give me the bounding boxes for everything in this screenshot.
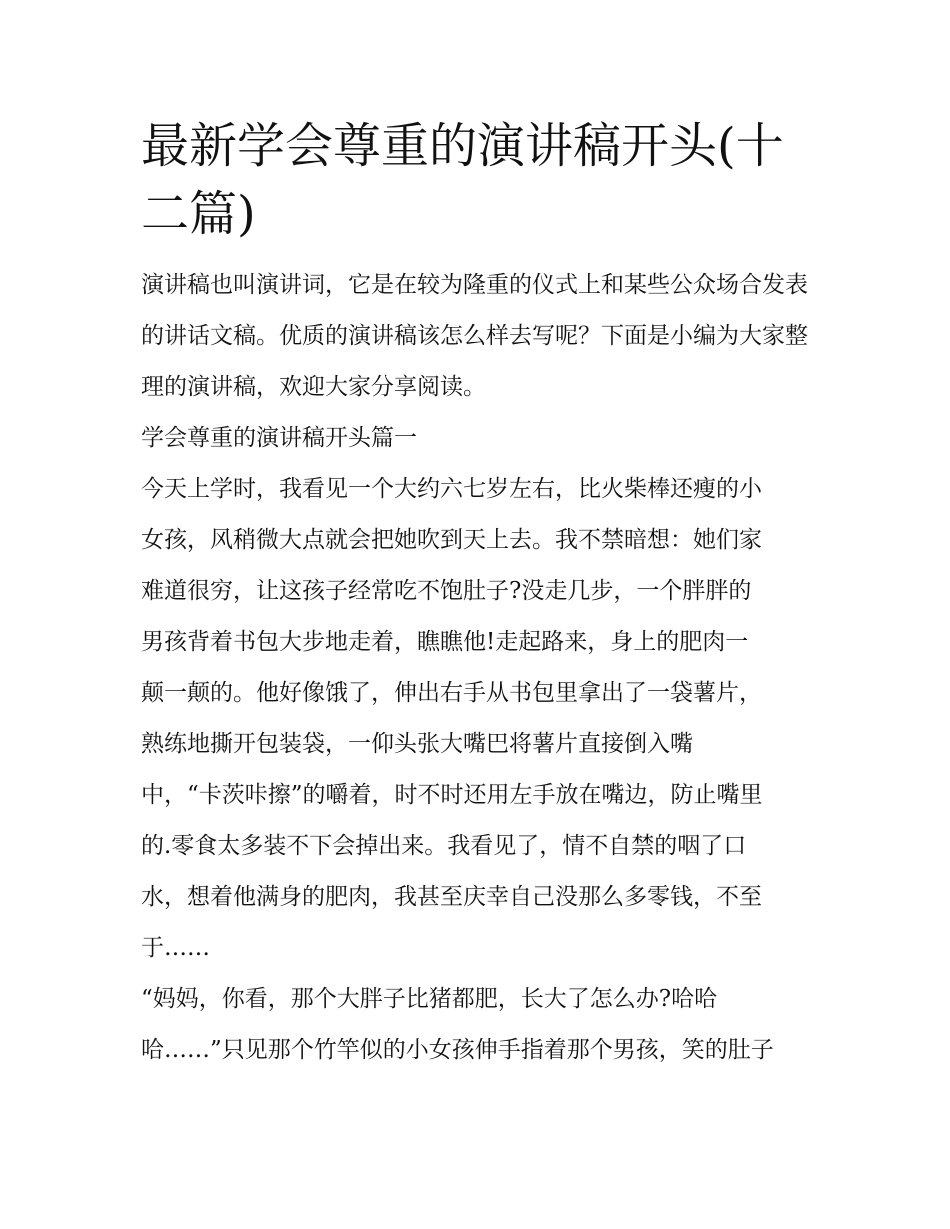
body-line: 中，“卡茨咔擦”的嚼着，时不时还用左手放在嘴边，防止嘴里 <box>141 782 763 808</box>
intro-paragraph: 演讲稿也叫演讲词，它是在较为隆重的仪式上和某些公众场合发表的讲话文稿。优质的演讲稿该怎么样去写呢？下面是小编为大家整理的演讲稿，欢迎大家分享阅读。 <box>141 272 808 400</box>
document-title: 最新学会尊重的演讲稿开头(十二篇) <box>141 118 784 242</box>
body-line: 女孩，风稍微大点就会把她吹到天上去。我不禁暗想：她们家 <box>141 527 762 553</box>
body-line: 水，想着他满身的肥肉，我甚至庆幸自己没那么多零钱，不至 <box>141 884 762 910</box>
body-line: 于…… <box>141 935 210 961</box>
body-line: “妈妈，你看，那个大胖子比猪都肥，长大了怎么办?哈哈 <box>141 986 718 1012</box>
body-text <box>141 464 821 1076</box>
body-line: 的.零食太多装不下会掉出来。我看见了，情不自禁的咽了口 <box>141 833 747 859</box>
document-content <box>141 112 821 1076</box>
body-line: 今天上学时，我看见一个大约六七岁左右，比火柴棒还瘦的小 <box>141 476 762 502</box>
body-line: 哈……”只见那个竹竿似的小女孩伸手指着那个男孩，笑的肚子 <box>141 1037 774 1063</box>
body-line: 熟练地撕开包装袋，一仰头张大嘴巴将薯片直接倒入嘴 <box>141 731 693 757</box>
body-line: 难道很穷，让这孩子经常吃不饱肚子?没走几步，一个胖胖的 <box>141 578 752 604</box>
section-heading: 学会尊重的演讲稿开头篇一 <box>141 425 417 451</box>
body-line: 颠一颠的。他好像饿了，伸出右手从书包里拿出了一袋薯片， <box>141 680 762 706</box>
body-line: 男孩背着书包大步地走着，瞧瞧他!走起路来，身上的肥肉一 <box>141 629 749 655</box>
